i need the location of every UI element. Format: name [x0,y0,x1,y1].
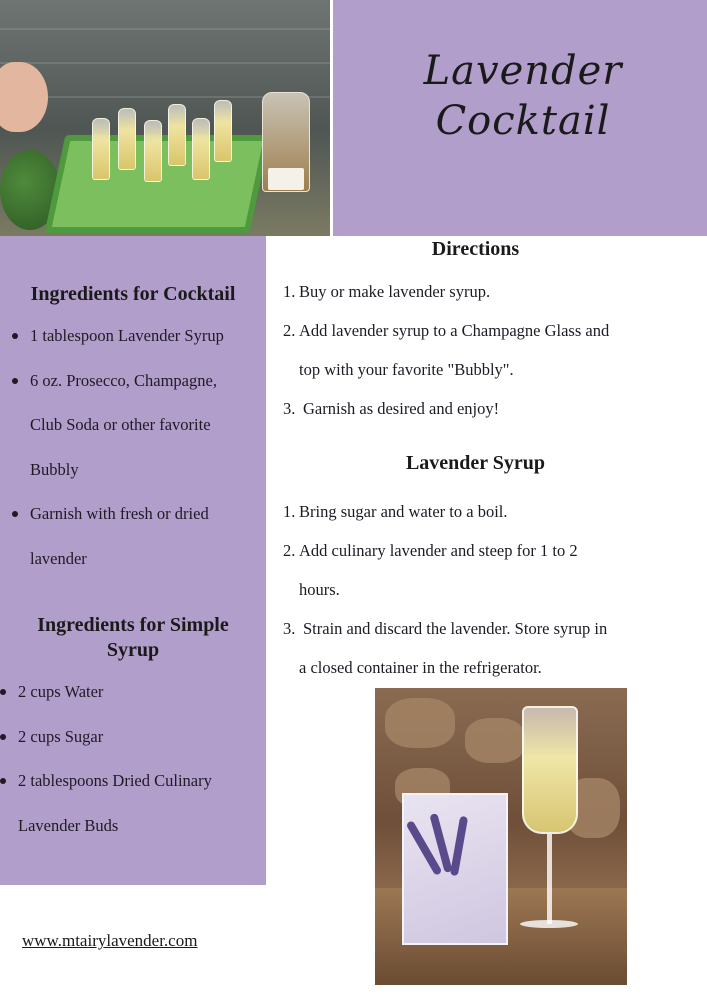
list-item-continued: Bubbly [30,459,79,479]
step-item: 3. Strain and discard the lavender. Store syrup in [283,619,608,638]
list-item: 1 tablespoon Lavender Syrup [12,314,257,359]
list-item: Garnish with fresh or dried [12,492,257,537]
step-item-continued: a closed container in the refrigerator. [299,658,542,677]
photo-glass [118,108,136,170]
photo-glass [192,118,210,180]
lavender-syrup-heading: Lavender Syrup [405,452,546,474]
photo-board-line [0,62,330,64]
step-item: 2. Add lavender syrup to a Champagne Glass and [283,321,610,340]
photo-stone [465,718,525,763]
photo-champagne-flute [522,706,578,834]
photo-board-line [0,28,330,30]
syrup-ingredients-heading [0,613,266,663]
syrup-heading-line-2: Syrup [106,639,160,661]
photo-glass [214,100,232,162]
photo-stone [385,698,455,748]
photo-glass [144,120,162,182]
syrup-heading-line-1: Ingredients for Simple [37,614,229,636]
photo-flute-foot [520,920,578,928]
step-item: 1. Bring sugar and water to a boil. [283,502,508,521]
step-item-continued: hours. [299,580,340,599]
list-item: 2 cups Sugar [0,715,245,760]
photo-glass [92,118,110,180]
cocktail-ingredients-list [12,314,257,581]
directions-heading: Directions [431,238,520,260]
step-item: 1. Buy or make lavender syrup. [283,282,491,301]
step-item-continued: top with your favorite "Bubbly". [299,360,514,379]
list-item-continued: Club Soda or other favorite [30,415,211,434]
syrup-ingredients-list [0,670,245,848]
title-line-2: Cocktail [435,98,611,144]
list-item-continued: lavender [30,548,87,568]
step-item: 3. Garnish as desired and enjoy! [283,399,500,418]
photo-hand [0,62,48,132]
website-link[interactable]: www.mtairylavender.com [22,931,198,950]
directions-list [283,272,698,428]
cocktail-ingredients-heading: Ingredients for Cocktail [30,283,236,305]
list-item: 2 cups Water [0,670,245,715]
list-item: 2 tablespoons Dried Culinary [0,759,245,804]
lavender-syrup-list [283,492,698,687]
photo-champagne-tray [0,0,330,236]
list-item: 6 oz. Prosecco, Champagne, [12,359,257,404]
photo-lavender-flute [375,688,627,985]
photo-flute-stem [547,834,552,924]
step-item: 2. Add culinary lavender and steep for 1 to 2 [283,541,578,560]
ingredients-panel [0,236,266,885]
photo-decanter-tag [268,168,304,190]
title-panel [333,0,707,236]
photo-glass [168,104,186,166]
page-title [403,46,643,146]
title-line-1: Lavender [423,48,623,94]
list-item-continued: Lavender Buds [18,815,119,835]
